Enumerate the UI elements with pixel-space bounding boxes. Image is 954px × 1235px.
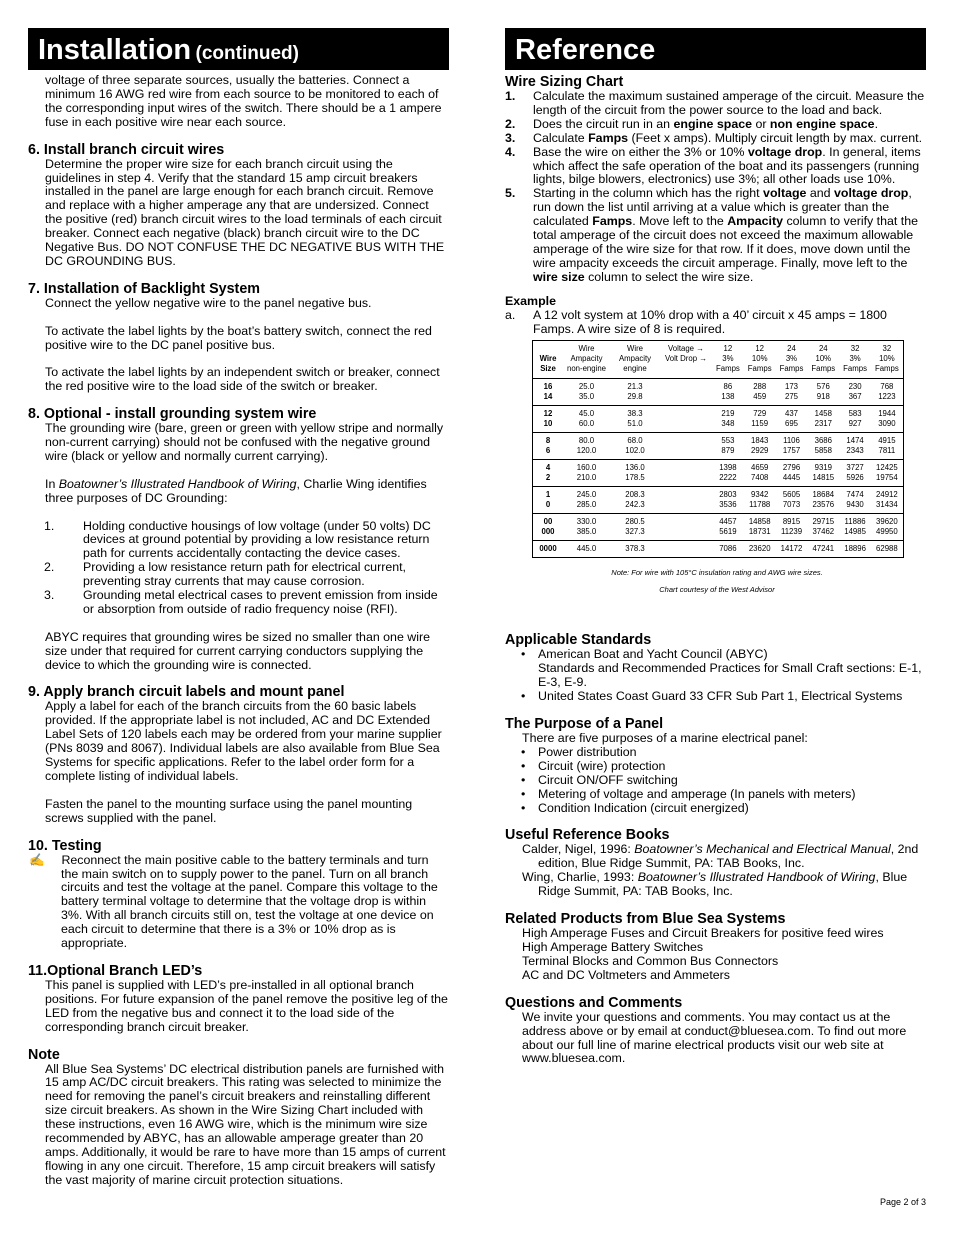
table-cell: 280.5 327.3 — [625, 517, 645, 537]
list-item: 1. Calculate the maximum sustained amperage of the circuit. Measure the length of the circuit from the power source to the load and back. — [505, 89, 925, 117]
column-header: Voltage → Volt Drop → — [664, 344, 708, 364]
purpose-heading: The Purpose of a Panel — [505, 716, 664, 733]
table-cell: 39620 49950 — [876, 517, 898, 537]
section-8-p1: The grounding wire (bare, green or green with yellow stripe and normally non-current carrying) should not be confused with the negative ground wire (black or yellow and normally current carrying). — [45, 421, 444, 463]
list-item: • Metering of voltage and amperage (In panels with meters) — [521, 786, 856, 801]
column-header: 12 10% Famps — [747, 344, 772, 374]
table-cell: 378.3 — [625, 544, 645, 554]
table-cell: 576 918 — [816, 382, 830, 402]
table-cell: 12 10 — [543, 409, 553, 429]
table-cell: 8 6 — [545, 436, 551, 456]
section-8-p3: ABYC requires that grounding wires be sized no smaller than one wire size under that required for current carrying conductors supplying the device to which the grounding wire is connected. — [45, 629, 430, 672]
table-cell: 219 348 — [721, 409, 735, 429]
purpose-intro: There are five purposes of a marine electrical panel: — [522, 731, 808, 746]
questions-body: We invite your questions and comments. You may contact us at the address above or by email at conduct@bluesea.com. To find out more about our full line of marine electrical products visit our web site at www.bluesea.com. — [522, 1009, 907, 1066]
table-cell: 5605 7073 — [782, 490, 801, 510]
table-cell: 12425 19754 — [876, 463, 898, 483]
table-row — [533, 379, 903, 406]
table-cell: 9319 14815 — [812, 463, 835, 483]
table-cell: 729 1159 — [751, 409, 769, 429]
table-cell: 16 14 — [543, 382, 553, 402]
table-row — [533, 514, 903, 541]
section-7-heading: 7. Installation of Backlight System — [28, 280, 260, 297]
book-entry: Calder, Nigel, 1996: Boatowner’s Mechanical and Electrical Manual, 2nd edition, Blue Ridge Summit, PA: TAB Books, Inc. — [522, 842, 919, 871]
table-cell: 245.0 285.0 — [576, 490, 597, 510]
page-number: Page 2 of 3 — [879, 1197, 926, 1207]
table-header — [533, 341, 903, 379]
section-6-heading: 6. Install branch circuit wires — [28, 141, 225, 158]
column-header: Wire Ampacity engine — [618, 344, 652, 374]
example-item: a. A 12 volt system at 10% drop with a 40’ circuit x 45 amps = 1800 Famps. A wire size of 8 is required. — [505, 307, 887, 336]
section-6-body: Determine the proper wire size for each branch circuit using the guidelines in step 4. Verify that the standard 15 amp circuit breakers installed in the panel are large enough for each branch circuit. Remove and replace with a higher amperage any that are undersized. Connect the positive (red) branch circuit wires to the load terminals of each circuit breaker. Connect each negative (black) branch circuit wire to the DC Negative Bus. DO NOT CONFUSE THE DC NEGATIVE BUS WITH THE DC GROUNDING BUS. — [45, 156, 445, 268]
table-cell: 18896 — [844, 544, 866, 554]
table-cell: 38.3 51.0 — [627, 409, 643, 429]
table-cell: 3686 5858 — [814, 436, 832, 456]
table-cell: 21.3 29.8 — [627, 382, 643, 402]
intro-text: voltage of three separate sources, usually the batteries. Connect a minimum 16 AWG red wire from each source to be monitored to each of the corresponding input wires of the switch. There should be a 1 ampere fuse in each positive wire near each source. — [45, 73, 442, 129]
standards-heading: Applicable Standards — [505, 632, 652, 649]
table-cell: 25.0 35.0 — [578, 382, 595, 402]
section-10-body: ✍ Reconnect the main positive cable to the battery terminals and turn the main switch on to supply power to the panel. Turn on all branch circuits and test the voltage at the panel. Compare this voltage to the battery terminal voltage to determine that the voltage drop is within 3%. With all branch circuits still on, test the voltage at one device on each circuit to determine that there is a 3% or 10% drop as is appropriate. — [29, 852, 438, 951]
books-heading: Useful Reference Books — [505, 827, 670, 844]
installation-banner — [28, 28, 449, 70]
table-cell: 8915 11239 — [780, 517, 803, 537]
table-credit: Chart courtesy of the West Advisor — [659, 585, 775, 595]
wire-sizing-table — [532, 340, 904, 558]
table-cell: 3727 5926 — [846, 463, 864, 483]
table-cell: 00 000 — [541, 517, 555, 537]
section-8-p2: In Boatowner’s Illustrated Handbook of Wiring, Charlie Wing identifies three purposes of DC Grounding: — [45, 476, 427, 505]
installation-column — [28, 28, 449, 1188]
table-cell: 18684 23576 — [812, 490, 835, 510]
related-item: High Amperage Fuses and Circuit Breakers for positive feed wires — [522, 926, 884, 941]
example-heading: Example — [505, 293, 556, 308]
section-8-heading: 8. Optional - install grounding system wire — [28, 406, 317, 423]
list-item: • Circuit (wire) protection — [521, 758, 666, 773]
note-heading: Note — [28, 1046, 60, 1063]
table-cell: 1398 2222 — [719, 463, 737, 483]
related-item: High Amperage Battery Switches — [522, 940, 704, 954]
list-item: 5. Starting in the column which has the right voltage and voltage drop, run down the list until arriving at a value which is greater than the calculated Famps. Move left to the Ampacity column to verify that the total amperage of the circuit does not exceed the maximum allowable amperage of the wire size for that row. If it does, move down until the wire ampacity exceeds the circuit amperage. Finally, move left to the wire size column to select the wire size. — [505, 186, 918, 284]
table-cell: 160.0 210.0 — [576, 463, 597, 483]
table-cell: 14172 — [780, 544, 803, 554]
table-note: Note: For wire with 105°C insulation rating and AWG wire sizes. — [611, 568, 823, 578]
section-11-heading: 11.Optional Branch LED’s — [28, 962, 203, 979]
section-7-p1: Connect the yellow negative wire to the panel negative bus. — [45, 295, 372, 310]
column-header: 32 10% Famps — [874, 344, 899, 374]
table-row — [533, 406, 903, 433]
table-cell: 86 138 — [721, 382, 735, 402]
table-cell: 4457 5619 — [719, 517, 737, 537]
list-item: • Circuit ON/OFF switching — [521, 772, 678, 787]
list-item: 2. Providing a low resistance return path for electrical current, preventing stray currents that may cause corrosion. — [44, 560, 406, 589]
table-cell: 1843 2929 — [751, 436, 769, 456]
table-cell: 47241 — [812, 544, 835, 554]
list-item: 3. Calculate Famps (Feet x amps). Multiply circuit length by max. current. — [505, 130, 923, 145]
list-item: • United States Coast Guard 33 CFR Sub Part 1, Electrical Systems — [521, 689, 903, 704]
list-item: • Condition Indication (circuit energized) — [521, 800, 749, 815]
table-cell: 62988 — [876, 544, 898, 554]
table-cell: 45.0 60.0 — [578, 409, 595, 429]
table-row — [533, 487, 903, 514]
section-10-heading: 10. Testing — [28, 837, 102, 854]
related-item: Terminal Blocks and Common Bus Connectors — [522, 953, 779, 968]
table-cell: 173 275 — [784, 382, 798, 402]
banner-title: Reference — [515, 34, 656, 66]
section-11-body: This panel is supplied with LED’s pre-installed in all optional branch positions. For future expansion of the panel remove the positive leg of the LED from the negative bus and connect it to the load side of the corresponding branch circuit breaker. — [45, 977, 448, 1034]
table-cell: 437 695 — [784, 409, 798, 429]
list-item: • Power distribution — [521, 744, 637, 759]
list-item: 4. Base the wire on either the 3% or 10% voltage drop. In general, items which affect the safe operation of the boat and its passengers (running lights, bilge blowers, electronics) use 3%; all other loads use 10%. — [505, 144, 921, 187]
table-cell: 330.0 385.0 — [576, 517, 597, 537]
table-row — [533, 433, 903, 460]
table-cell: 2796 4445 — [782, 463, 801, 483]
list-item: 2. Does the circuit run in an engine space or non engine space. — [505, 116, 879, 131]
table-cell: 80.0 120.0 — [576, 436, 597, 456]
column-header: 24 10% Famps — [811, 344, 836, 374]
table-cell: 1 0 — [545, 490, 551, 510]
table-cell: 583 927 — [848, 409, 862, 429]
table-cell: 11886 14985 — [844, 517, 866, 537]
table-cell: 208.3 242.3 — [625, 490, 645, 510]
questions-heading: Questions and Comments — [505, 994, 683, 1011]
section-9-heading: 9. Apply branch circuit labels and mount panel — [28, 684, 345, 701]
table-cell: 9342 11788 — [749, 490, 771, 510]
section-9-p2: Fasten the panel to the mounting surface using the panel mounting screws supplied with the panel. — [45, 796, 413, 825]
list-item: 3. Grounding metal electrical cases to prevent emission from inside or absorption from outside of radio frequency noise (RFI). — [44, 588, 438, 616]
wire-sizing-steps — [505, 90, 926, 285]
table-cell: 4659 7408 — [751, 463, 769, 483]
table-cell: 0000 — [539, 544, 557, 554]
wire-sizing-heading: Wire Sizing Chart — [505, 74, 624, 90]
table-cell: 7474 9430 — [846, 490, 864, 510]
banner-subtitle: (continued) — [195, 43, 299, 64]
table-cell: 23620 — [748, 544, 771, 554]
table-cell: 24912 31434 — [876, 490, 898, 510]
table-cell: 768 1223 — [878, 382, 896, 402]
table-cell: 445.0 — [576, 544, 597, 554]
banner-title: Installation — [38, 34, 192, 66]
table-cell: 7086 — [719, 544, 737, 554]
checkbox-icon: ✍ — [29, 852, 45, 867]
table-cell: 2803 3536 — [719, 490, 737, 510]
list-item: • American Boat and Yacht Council (ABYC) Standards and Recommended Practices for Small Craft sections: E-1, E-3, E-9. — [521, 647, 922, 690]
table-cell: 1474 2343 — [846, 436, 864, 456]
reference-column — [505, 28, 926, 1066]
section-7-p2: To activate the label lights by the boat’s battery switch, connect the red positive wire to the DC panel positive bus. — [45, 323, 432, 352]
column-header: 24 3% Famps — [779, 344, 804, 374]
book-entry: Wing, Charlie, 1993: Boatowner’s Illustrated Handbook of Wiring, Blue Ridge Summit, PA: TAB Books, Inc. — [522, 870, 908, 899]
list-item: 1. Holding conductive housings of low voltage (under 50 volts) DC devices at ground potential by providing a low resistance return path for currents accidentally contacting the device cases. — [44, 518, 431, 561]
table-cell: 288 459 — [753, 382, 767, 402]
table-cell: 230 367 — [848, 382, 862, 402]
table-cell: 4915 7811 — [878, 436, 896, 456]
related-item: AC and DC Voltmeters and Ammeters — [522, 967, 730, 982]
table-row — [533, 541, 903, 557]
table-cell: 68.0 102.0 — [625, 436, 645, 456]
section-7-p3: To activate the label lights by an independent switch or breaker, connect the red positive wire to the load side of the switch or breaker. — [45, 365, 440, 394]
column-header: Wire Ampacity non-engine — [566, 344, 607, 374]
grounding-purposes-list — [28, 520, 449, 617]
related-heading: Related Products from Blue Sea Systems — [505, 911, 786, 928]
reference-banner — [505, 28, 926, 70]
note-body: All Blue Sea Systems’ DC electrical distribution panels are furnished with 15 amp AC/DC circuit breakers. This rating was selected to minimize the need for removing the panel’s circuit breakers and reinstalling different size circuit breakers. As shown in the Wire Sizing Chart included with these instructions, even 16 AWG wire, which is the minimum wire size recommended by ABYC, has an allowable amperage greater than 20 amps. Additionally, it would be rare to have more than 15 amps of current flowing in any one circuit. Therefore, 15 amp circuit breakers will satisfy the vast majority of marine circuit protection situations. — [45, 1061, 446, 1187]
table-cell: 1458 2317 — [814, 409, 832, 429]
table-cell: 29715 37462 — [812, 517, 835, 537]
table-cell: 1106 1757 — [782, 436, 801, 456]
column-header: 32 3% Famps — [843, 344, 867, 374]
table-cell: 14858 18731 — [748, 517, 771, 537]
table-cell: 4 2 — [545, 463, 551, 483]
table-cell: 136.0 178.5 — [625, 463, 645, 483]
table-cell: 1944 3090 — [878, 409, 896, 429]
table-cell: 553 879 — [721, 436, 735, 456]
column-header: Wire Size — [539, 354, 557, 374]
column-header: 12 3% Famps — [715, 344, 740, 374]
table-row — [533, 460, 903, 487]
section-9-p1: Apply a label for each of the branch circuits from the 60 basic labels provided. If the appropriate label is not included, AC and DC Extended Label Sets of 120 labels each may be ordered from your marine supplier (PNs 8039 and 8067). Individual labels are also available from Blue Sea Systems for specific applications. Refer to the label order form for a complete listing of individual labels. — [45, 699, 442, 783]
